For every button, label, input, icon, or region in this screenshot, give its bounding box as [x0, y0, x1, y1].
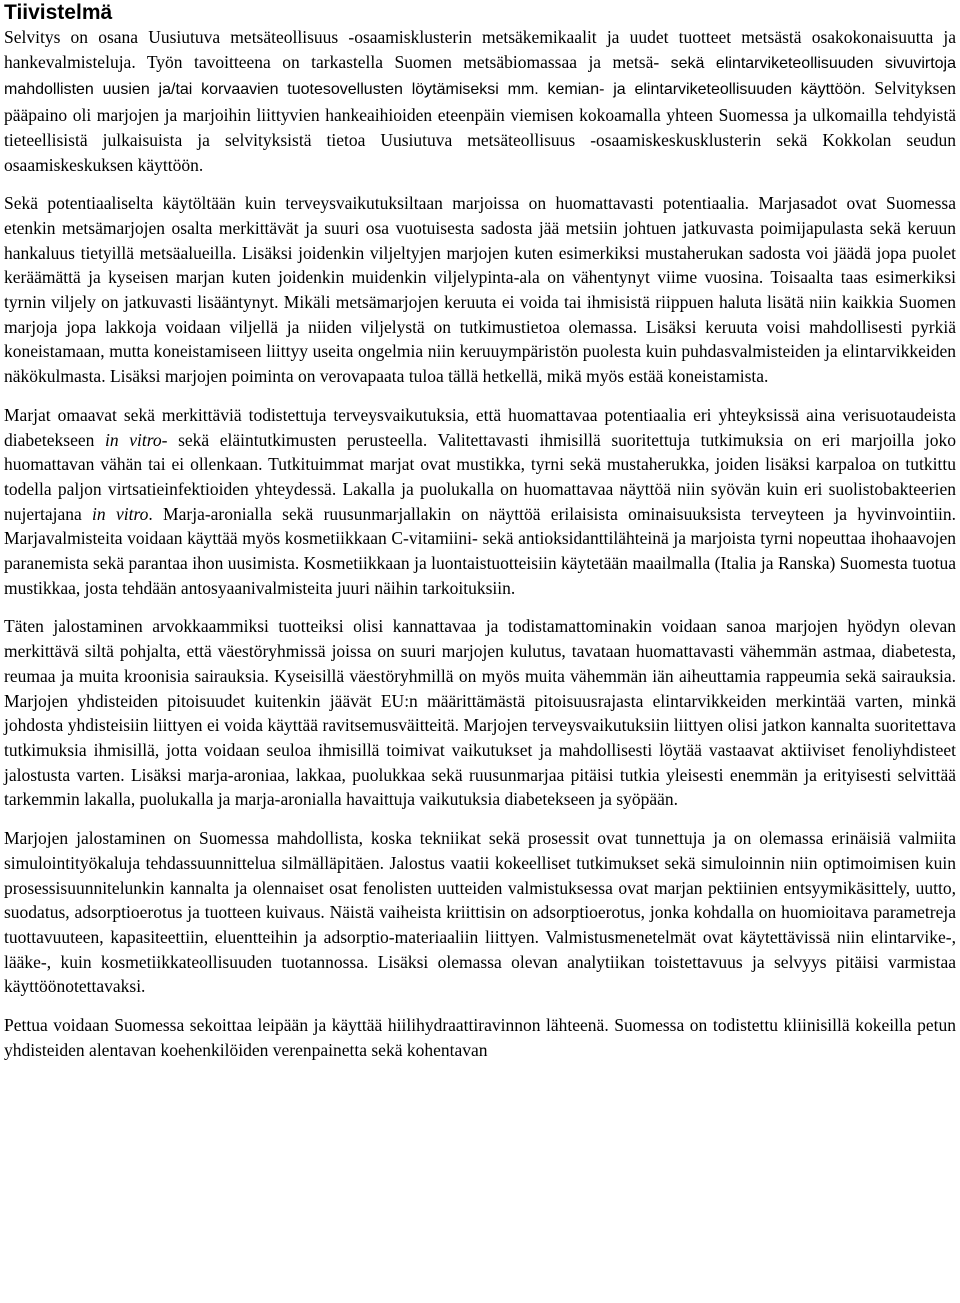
paragraph-text: Selvitys on osana Uusiutuva metsäteollisuus -osaamisklusterin metsäkemikaalit ja uudet tuotteet metsästä osakokonaisuutta ja hankevalmisteluja. Työn tavoitteena on tarkastella Suomen metsäbiomassaa ja metsä- — [4, 27, 956, 72]
paragraph-text: Marjojen jalostaminen on Suomessa mahdollista, koska tekniikat sekä prosessit ovat tunnettuja ja on olemassa erinäisiä valmiita simulointityökaluja tehdassuunnittelua silmälläpitäen. Jalostus vaatii kokeelliset tutkimukset sekä simuloinnin niin optimoimisen kuin prosessisuunnitelunkin kannalta ja olennaiset osat fenolisten uutteiden valmistuksessa ovat marjan pektiinien entsyymikäsittely, uutto, suodatus, adsorptioerotus ja tuotteen kuivaus. Näistä vaiheista kriittisin on adsorptioerotus, jonka kohdalla on huomioitava parametreja tuottavuuteen, kapasiteettiin, eluentteihin ja adsorptio-materiaaliin liittyen. Valmistusmenetelmät ovat käytettävissä niin elintarvike-, lääke-, kuin kosmetiikkateollisuuden tuotannossa. Lisäksi olemassa olevan analytiikan toistettavuus ja selvyys pitäisi varmistaa käyttöönotettavaksi. — [4, 828, 956, 997]
paragraph — [4, 1013, 956, 1062]
paragraph — [4, 191, 956, 389]
paragraph-text: in vitro — [104, 429, 162, 450]
paragraph-text: Marjat omaavat sekä merkittäviä todistettuja terveysvaikutuksia, että huomattavaa potentiaalia eri yhteyksissä aina verisuotaudeista diabetekseen — [4, 404, 956, 450]
paragraph-text: . Marja-aronialla sekä ruusunmarjallakin on näyttöä erilaisista ominaisuuksista terveyteen ja hyvinvointiin. Marjavalmisteita voidaan käyttää myös kosmetiikkaan C-vitamiini- sekä antioksidanttilähteinä ja marjoista tyrni nopeuttaa ihohaavojen paranemista sekä parantaa ihon uusimista. Kosmetiikkaan ja luontaistuotteisiin käytetään maailmalla (Italia ja Ranska) Suomesta tuotua mustikkaa, josta tehdään antosyaanivalmisteita juuri näihin tarkoituksiin. — [4, 503, 957, 598]
document-body — [4, 25, 956, 1062]
page-title: Tiivistelmä — [4, 1, 113, 24]
paragraph-text: Pettua voidaan Suomessa sekoittaa leipään ja käyttää hiilihydraattiravinnon lähteenä. Suomessa on todistettu kliinisillä kokeilla petun yhdisteiden alentavan koehenkilöiden verenpainetta sekä kohentavan — [4, 1015, 956, 1060]
paragraph — [4, 826, 956, 999]
paragraph — [4, 614, 956, 812]
paragraph-text: Sekä potentiaaliselta käytöltään kuin terveysvaikutuksiltaan marjoissa on huomattavasti potentiaalia. Marjasadot ovat Suomessa etenkin metsämarjojen osalta merkittävät ja suuri osa vuotuisesta sadosta jää metsiin johtuen jatkuvasta poimijapulasta sekä keruun hankaluus tietyillä metsäalueilla. Lisäksi joidenkin viljeltyjen marjojen kuten esimerkiksi mustaherukan sadosta voi jäädä jopa puolet keräämättä ja kyseisen marjan kuten joidenkin muidenkin viljelypinta-ala on vähentynyt viime vuosina. Toisaalta taas esimerkiksi tyrnin viljely on jatkuvasti lisääntynyt. Mikäli metsämarjojen keruuta ei voida tai ihmisistä riippuen haluta lisätä niin kaikkia Suomen marjoja jopa lakkoja voidaan viljellä ja niiden viljelystä on tutkimustietoa olemassa. Lisäksi keruuta voisi mahdollisesti pyrkiä koneistamaan, mutta koneistamiseen liittyy useita ongelmia niin keruuympäristön puolesta kuin puhdasvalmisteiden ja elintarvikkeiden näkökulmasta. Lisäksi marjojen poiminta on verovapaata tuloa tällä hetkellä, mikä myös estää koneistamista. — [4, 193, 956, 387]
paragraph — [4, 25, 956, 177]
paragraph-text: Selvityksen pääpaino oli marjojen ja marjoihin liittyvien hankeaihioiden eteenpäin viemisen kokoamalla yhteen Suomessa ja ulkomailla tehdyistä tieteellisistä julkaisuista ja selvityksistä tietoa Uusiutuva metsäteollisuus -osaamiskeskusklusterin sekä Kokkolan seudun osaamiskeskuksen käyttöön. — [4, 78, 957, 175]
paragraph — [4, 403, 956, 601]
paragraph-text: - sekä eläintutkimusten perusteella. Valitettavasti ihmisillä suoritettuja tutkimuksia on eri marjoilla joko huomattavan vähän tai ei ollenkaan. Tutkituimmat marjat ovat mustikka, tyrni sekä mustaherukka, joiden lisäksi karpaloa on tutkittu todella paljon virtsatieinfektioiden yhteydessä. Lakalla ja puolukalla on huomattavaa näyttöä niin syövän kuin eri suolistobakteerien nujertajana — [4, 429, 957, 524]
paragraph-text: Täten jalostaminen arvokkaammiksi tuotteiksi olisi kannattavaa ja todistamattominakin voidaan sanoa marjojen hyödyn olevan merkittävä siltä pohjalta, että väestöryhmissä joissa on suuri marjojen kulutus, tavataan huomattavasti vähemmän astmaa, diabetesta, reumaa ja muita kroonisia sairauksia. Kyseisillä väestöryhmillä on myös muita vähemmän iän aiheuttamia rappeumia sekä sairauksia. Marjojen yhdisteiden pitoisuudet kuitenkin jäävät EU:n määrittämästä pitoisuusrajasta elintarvikkeiden merkintää varten, minkä johdosta yhdisteisiin liittyen ei voida käyttää ravitsemusväitteitä. Marjojen terveysvaikutuksiin liittyen olisi jatkon kannalta suoritettava tutkimuksia ihmisillä, jotta voidaan seuloa ihmisillä toimivat vaikutukset ja mahdollisesti löytää vastaavat aktiiviset fenoliyhdisteet jalostusta varten. Lisäksi marja-aroniaa, lakkaa, puolukkaa sekä ruusunmarjaa pitäisi tutkia yleisesti enemmän ja erityisesti selvittää tarkemmin lakalla, puolukalla ja marja-aronialla havaittuja vaikutuksia diabetekseen ja syöpään. — [4, 616, 956, 810]
paragraph-text: sekä elintarviketeollisuuden sivuvirtoja mahdollisten uusien ja/tai korvaavien tuotesovellusten löytämiseksi mm. kemian- ja elintarviketeollisuuden käyttöön. — [4, 54, 957, 99]
paragraph-text: in vitro — [92, 503, 149, 524]
